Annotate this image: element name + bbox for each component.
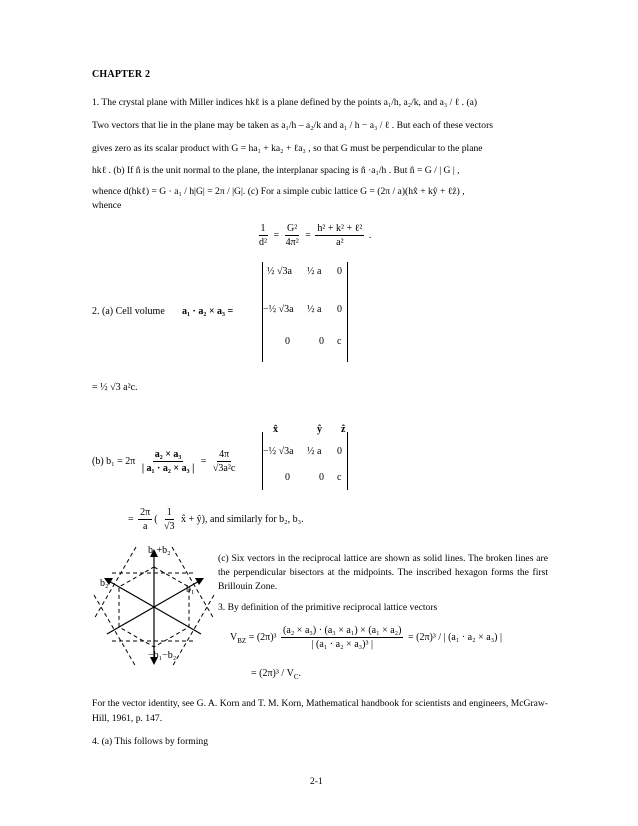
q2c-text: (c) Six vectors in the reciprocal lattice are shown as solid lines. The broken lines are the perpendicular bisectors at the midpoints. The inscribed hexagon forms the first Brillouin Zone. — [218, 553, 548, 592]
fig-label-top: b₁+b₂ — [148, 545, 171, 556]
q3-equation-1 — [230, 624, 502, 651]
chapter-heading: CHAPTER 2 — [92, 69, 151, 80]
fig-label-bottom: −b₁−b₂ — [148, 650, 177, 661]
eq1-rhs-num: h² + k² + ℓ² — [317, 223, 363, 234]
q3-eq1-tail: = (2π)³ / | (a₁ · a₂ × a₃) | — [407, 631, 503, 643]
q2b-m02: 0 — [337, 446, 342, 457]
q2a-m02: 0 — [337, 266, 342, 277]
eq1-mid-num: G² — [287, 223, 298, 234]
q2a-m11: ½ a — [307, 304, 322, 315]
q2a-expression: a₁ · a₂ × a₃ = — [182, 306, 234, 317]
q2b-result-den2: √3 — [164, 521, 175, 532]
q2a-label: 2. (a) Cell volume — [92, 306, 165, 317]
q2b-result-pre: = — [128, 513, 134, 525]
problem1-line2: Two vectors that lie in the plane may be taken as a₁/h – a₂/k and a₁ / h − a₃ / ℓ . But each of these vectors — [92, 120, 494, 131]
q2b-frac2-num: 4π — [219, 449, 230, 460]
q2b-equation: (b) b₁ = 2π $\frac{\text{a₂ × a₃}}{\text{| a₁ · a₂ × a₃ |}}$ = $\frac{4\pi}{\text{√3a²c}}$ — [92, 449, 236, 474]
q2a-m21: 0 — [319, 336, 324, 347]
bisector-4 — [172, 547, 214, 619]
q2a-m22: c — [337, 336, 342, 347]
problem1-line4: hkℓ . (b) If n̂ is the unit normal to the plane, the interplanar spacing is n̂ ·a₁/h . But n̂ = G / | G | , — [92, 165, 460, 176]
q2b-m11: 0 — [319, 472, 324, 483]
q3-eq1-prefix: = (2π)³ — [248, 631, 277, 643]
q2b-frac-den: | a₁ · a₂ × a₃ | — [141, 463, 195, 474]
q2b-m12: c — [337, 472, 342, 483]
problem1-line3: gives zero as its scalar product with G = ha₁ + ka₂ + ℓa₃ , so that G must be perpendicular to the plane — [92, 143, 483, 154]
reference-paragraph: For the vector identity, see G. A. Korn and T. M. Korn, Mathematical handbook for scientists and engineers, McGraw-Hill, 1961, p. 147. — [92, 698, 548, 724]
q2b-m01: ½ a — [307, 446, 322, 457]
q2b-result: = $\frac{2\pi}{a}$ ( $\frac{1}{√3}$ x̂ + ŷ), and similarly for b₂, b₃. — [128, 507, 304, 532]
eq1-rhs-den: a² — [336, 237, 344, 248]
q3-eq2: = (2π)³ / V — [251, 668, 294, 679]
q3-lhs: V — [230, 631, 238, 643]
q2b-header-x: x̂ — [273, 424, 278, 435]
arrow-right — [195, 578, 204, 585]
eq1-lhs-num: 1 — [260, 223, 266, 234]
q2a-m12: 0 — [337, 304, 342, 315]
vector-neg-b1 — [107, 607, 154, 634]
bisector-5 — [94, 595, 136, 667]
q2a-m00: ½ √3a — [267, 266, 292, 277]
vector-neg-b2 — [154, 607, 201, 634]
eq1-end: . — [368, 229, 372, 241]
bisector-6 — [172, 595, 214, 667]
q2a-m20: 0 — [285, 336, 290, 347]
q2b-m00: −½ √3a — [263, 446, 294, 457]
eq1-lhs-den: d² — [259, 237, 267, 248]
q2b-header-y: ŷ — [317, 424, 322, 435]
problem4-text: 4. (a) This follows by forming — [92, 736, 209, 747]
q2b-determinant — [262, 432, 348, 490]
equation-interplanar: $\frac{1}{\text{d²}}$ = $\frac{\text{G²}}{\text{4π²}}$ = $\frac{\text{h² + k² + ℓ²}}{\text{a²}}$ . — [259, 223, 372, 248]
fig-label-right: b₁ — [186, 584, 195, 595]
q2b-label: (b) b₁ = 2π — [92, 455, 136, 467]
problem1-line6: whence — [92, 200, 122, 211]
q3-eq2-sub: C — [293, 673, 299, 681]
q3-text: 3. By definition of the primitive reciprocal lattice vectors — [218, 602, 438, 613]
q2b-header-z: ẑ — [341, 424, 346, 435]
q2b-result-den: a — [142, 521, 148, 532]
q2a-m01: ½ a — [307, 266, 322, 277]
q3-frac-den: | (a₁ · a₂ × a₃)³ | — [311, 639, 373, 650]
problem1-line1: 1. The crystal plane with Miller indices hkℓ is a plane defined by the points a₁/h, a₂/k, and a₃ / ℓ . (a) — [92, 97, 478, 108]
q2b-m10: 0 — [285, 472, 290, 483]
q2b-frac-num: a₂ × a₃ — [154, 449, 182, 460]
page-number: 2-1 — [310, 776, 323, 787]
q2b-frac2-den: √3a²c — [212, 463, 236, 474]
q2b-result-num2: 1 — [166, 507, 172, 518]
q2b-result-post: x̂ + ŷ), and similarly for b₂, b₃. — [181, 513, 304, 525]
q2a-result: = ½ √3 a²c. — [92, 382, 138, 393]
q2a-m10: −½ √3a — [263, 304, 294, 315]
q2b-result-num: 2π — [140, 507, 151, 518]
eq1-mid-den: 4π² — [285, 237, 299, 248]
q3-equation-2 — [251, 668, 301, 681]
q3-eq2-end: . — [298, 668, 302, 679]
q3-lhs-sub: BZ — [237, 636, 247, 645]
q3-frac-num: (a₂ × a₃) · (a₃ × a₁) × (a₁ × a₂) — [283, 625, 402, 636]
fig-label-left: b₂ — [100, 578, 109, 589]
q2a-determinant — [262, 262, 348, 362]
problem1-line5: whence d(hkℓ) = G · a₁ / h|G| = 2π / |G|. (c) For a simple cubic lattice G = (2π / a)(hx̂ + kŷ + ℓẑ) , — [92, 186, 465, 197]
